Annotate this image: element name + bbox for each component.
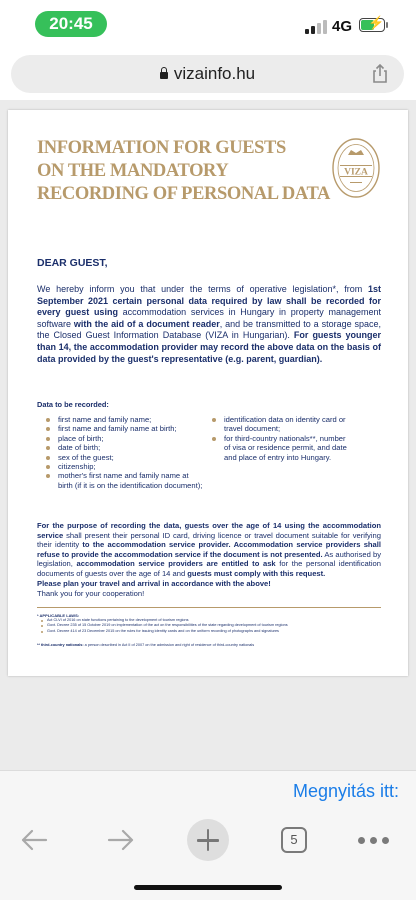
- purpose-part: As authorised by legislation,: [37, 549, 381, 569]
- intro-bold: For guests younger than 14, the accommodation provider may record the above data on the basis of data provided by the guest's representative (e.g. parent, guardian).: [37, 330, 381, 364]
- law-item: Act CLVI of 2016 on state functions pertaining to the development of tourism regions: [37, 618, 381, 623]
- status-time[interactable]: 20:45: [35, 11, 107, 37]
- recorded-heading: Data to be recorded:: [37, 400, 109, 409]
- intro-bold: with the aid of a document reader: [73, 318, 220, 329]
- new-tab-plus-button[interactable]: [187, 819, 229, 861]
- document-page: [8, 110, 408, 676]
- list-item: first name and family name at birth;: [44, 424, 204, 433]
- data-list-left: [44, 415, 204, 490]
- battery-icon: ⚡: [359, 18, 385, 32]
- home-indicator: [134, 885, 282, 890]
- share-icon[interactable]: [370, 64, 390, 84]
- plan-line: Please plan your travel and arrival in accordance with the above!: [37, 579, 271, 588]
- list-item: sex of the guest;: [44, 453, 204, 462]
- intro-part: , and be transmitted to a storage space, the Closed Guest Information Database (VIZA in Hungarian).: [37, 318, 381, 341]
- intro-bold: 1st September 2021 certain personal data required by law shall be recorded for every guest using: [37, 284, 381, 318]
- purpose-bold: For the purpose of recording the data, guests over the age of 14 using the accommodation service: [37, 521, 381, 540]
- purpose-bold: guests must comply with this request.: [187, 568, 326, 578]
- document-viewer[interactable]: [0, 100, 416, 770]
- purpose-part: for the personal identification documents of guests over the age of 14 and: [37, 559, 381, 578]
- more-menu-icon[interactable]: [358, 837, 390, 845]
- signal-icon: [305, 20, 327, 34]
- third-country-text: a person described in Act II of 2007 on the admission and right of residence of third-country nationals: [83, 643, 255, 647]
- list-item: for third-country nationals**, number of visa or residence permit, and date and place of entry into Hungary.: [210, 434, 350, 462]
- intro-paragraph: [37, 284, 381, 365]
- applicable-laws: [37, 613, 381, 634]
- list-item: identification data on identity card or travel document;: [210, 415, 350, 434]
- battery-tip: [386, 22, 388, 28]
- title-line: RECORDING OF PERSONAL DATA: [37, 184, 330, 204]
- third-country-label: ** third-country nationals:: [37, 643, 84, 647]
- purpose-bold: to the accommodation service provider. Accommodation service providers shall refuse to provide the accommodation service if the document is not presented.: [37, 540, 381, 559]
- law-item: Govt. Decree 235 of 15 October 2019 on implementation of the act on the responsibilities of the state regarding development of tourism regions: [37, 623, 381, 628]
- document-title: [37, 137, 337, 206]
- seal-text: VIZA: [344, 167, 368, 178]
- intro-part: accommodation services in Hungary in property management software: [37, 307, 381, 329]
- plan-paragraph: [37, 579, 381, 598]
- back-arrow-icon[interactable]: [20, 829, 48, 851]
- thanks-line: Thank you for your cooperation!: [37, 588, 145, 598]
- network-label: 4G: [332, 18, 353, 35]
- greeting: DEAR GUEST,: [37, 257, 108, 269]
- intro-part: We hereby inform you that under the terms of operative legislation*, from: [37, 284, 368, 294]
- divider: [37, 607, 381, 608]
- open-in-link[interactable]: Megnyitás itt:: [292, 781, 399, 801]
- purpose-bold: accommodation service providers are entitled to ask: [76, 559, 276, 569]
- url-text: vizainfo.hu: [173, 64, 256, 83]
- laws-heading: * APPLICABLE LAWS:: [37, 613, 80, 618]
- address-bar[interactable]: [11, 55, 404, 93]
- forward-arrow-icon[interactable]: [107, 829, 135, 851]
- lock-icon: [160, 72, 168, 79]
- third-country-note: [37, 643, 381, 647]
- list-item: citizenship;: [44, 462, 204, 471]
- data-list-right: [210, 415, 350, 462]
- title-line: INFORMATION FOR GUESTS: [37, 138, 286, 158]
- purpose-part: shall present their personal ID card, driving licence or travel document suitable for verifying their identity: [37, 530, 381, 550]
- purpose-paragraph: [37, 521, 381, 579]
- status-bar: [0, 0, 416, 48]
- viza-seal-logo: [331, 137, 381, 199]
- url-display[interactable]: [11, 55, 404, 93]
- list-item: date of birth;: [44, 443, 204, 452]
- open-in-bar: [0, 770, 416, 814]
- law-item: Govt. Decree 414 of 23 December 2015 on the rules for issuing identity cards and on the uniform recording of photographs and signatures: [37, 629, 381, 634]
- tabs-count-button[interactable]: 5: [281, 827, 307, 853]
- title-line: ON THE MANDATORY: [37, 161, 229, 181]
- list-item: place of birth;: [44, 434, 204, 443]
- list-item: mother's first name and family name at birth (if it is on the identification document);: [44, 471, 204, 490]
- list-item: first name and family name;: [44, 415, 204, 424]
